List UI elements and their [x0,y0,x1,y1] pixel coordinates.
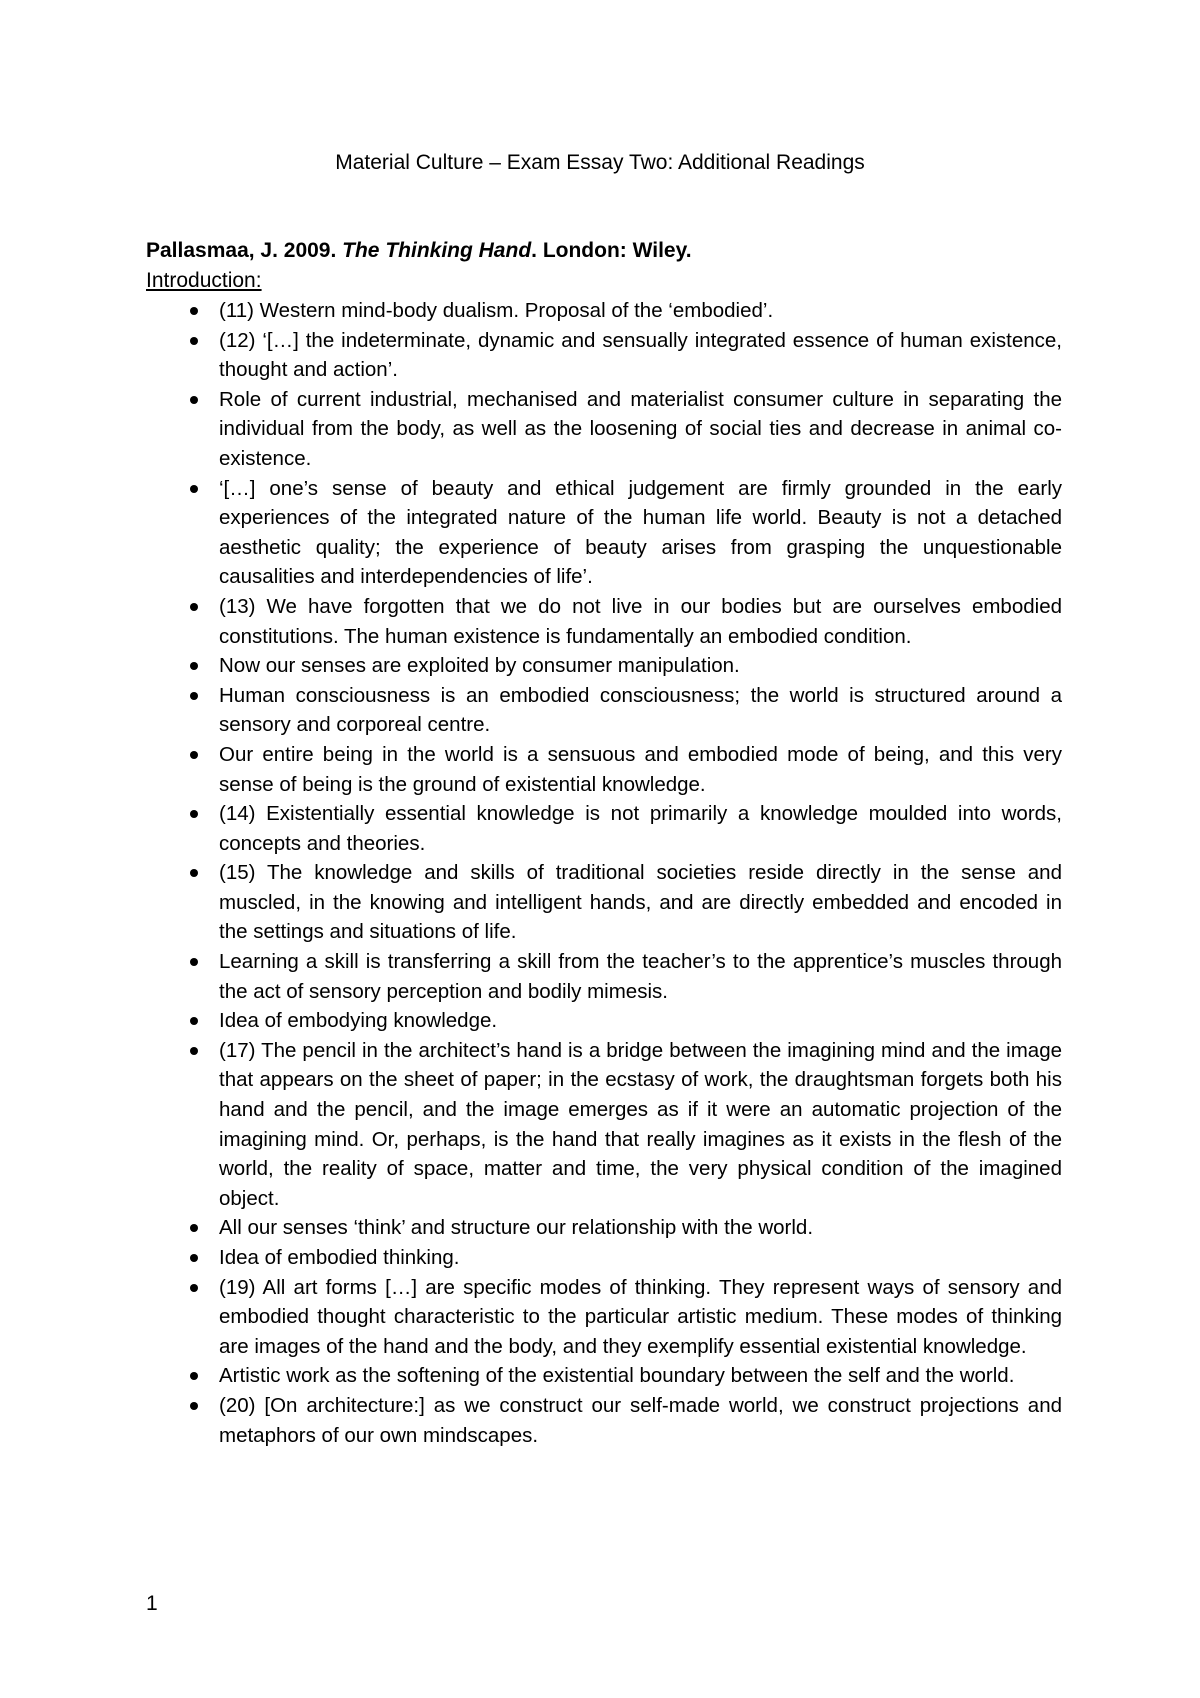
bullet-text: Learning a skill is transferring a skill from the teacher’s to the apprentice’s muscles through the act of sensory perception and bodily mimesis. [219,950,1062,1003]
bullet-text: (20) [On architecture:] as we construct our self-made world, we construct projections and metaphors of our own mindscapes. [219,1393,1062,1447]
bullet-icon [190,869,198,877]
bullet-item [146,651,1062,681]
bullet-icon [190,307,198,315]
bullet-item [146,592,1062,651]
bullet-text: Role of current industrial, mechanised and materialist consumer culture in separating the individual from the body, as well as the loosening of social ties and decrease in animal co-existence. [219,387,1062,470]
bullet-text: Artistic work as the softening of the existential boundary between the self and the world. [219,1364,1015,1388]
bullet-icon [190,662,198,670]
bullet-item [146,1006,1062,1036]
bullet-list [146,296,1062,1450]
bullet-icon [190,1284,198,1292]
bullet-icon [190,603,198,611]
bullet-icon [190,485,198,493]
reference-book-title: The Thinking Hand [342,239,532,262]
bullet-text: Now our senses are exploited by consumer manipulation. [219,654,740,678]
bullet-item [146,385,1062,474]
bullet-text: Idea of embodying knowledge. [219,1009,498,1033]
bullet-item [146,326,1062,385]
bullet-icon [190,1047,198,1055]
bullet-text: (15) The knowledge and skills of traditional societies reside directly in the sense and muscled, in the knowing and intelligent hands, and are directly embedded and encoded in the settings and situations of life. [219,861,1062,944]
bullet-text: (11) Western mind-body dualism. Proposal of the ‘embodied’. [219,299,774,322]
bullet-icon [190,1254,198,1262]
bullet-item [146,1391,1062,1450]
bullet-icon [190,396,198,404]
bullet-item [146,1361,1062,1391]
document-title: Material Culture – Exam Essay Two: Additional Readings [335,151,865,174]
bullet-text: (17) The pencil in the architect’s hand is a bridge between the imagining mind and the image that appears on the sheet of paper; in the ecstasy of work, the draughtsman forgets both his hand and the pencil, and the image emerges as if it were an automatic projection of the imagining mind. Or, perhaps, is the hand that really imagines as it exists in the flesh of the world, the reality of space, matter and time, the very physical condition of the imagined object. [219,1038,1062,1210]
bullet-text: Idea of embodied thinking. [219,1246,460,1269]
bullet-text: (14) Existentially essential knowledge is not primarily a knowledge moulded into words, concepts and theories. [219,802,1062,855]
bullet-item [146,1243,1062,1273]
bullet-text: (12) ‘[…] the indeterminate, dynamic and sensually integrated essence of human existence, thought and action’. [219,328,1062,382]
bullet-item [146,799,1062,858]
bullet-text: All our senses ‘think’ and structure our relationship with the world. [219,1216,814,1240]
section-heading: Introduction: [146,269,262,292]
bullet-text: Human consciousness is an embodied consciousness; the world is structured around a sensory and corporeal centre. [219,683,1062,737]
bullet-text: ‘[…] one’s sense of beauty and ethical judgement are firmly grounded in the early experiences of the integrated nature of the human life world. Beauty is not a detached aesthetic quality; the experience of beauty arises from grasping the unquestionable causalities and interdependencies of life’. [219,476,1062,589]
bullet-icon [190,1372,198,1380]
bullet-item [146,1036,1062,1214]
bullet-text: Our entire being in the world is a sensuous and embodied mode of being, and this very sense of being is the ground of existential knowledge. [219,742,1062,796]
bullet-item [146,1273,1062,1362]
bullet-icon [190,1017,198,1025]
bullet-icon [190,958,198,966]
bullet-item [146,858,1062,947]
bullet-item [146,296,1062,326]
bullet-text: (19) All art forms […] are specific modes of thinking. They represent ways of sensory and embodied thought characteristic to the particular artistic medium. These modes of thinking are images of the hand and the body, and they exemplify essential existential knowledge. [219,1275,1062,1358]
reference-author-year: Pallasmaa, J. 2009. [146,239,343,262]
bullet-icon [190,751,198,759]
bullet-icon [190,692,198,700]
bullet-text: (13) We have forgotten that we do not live in our bodies but are ourselves embodied constitutions. The human existence is fundamentally an embodied condition. [219,594,1062,648]
bullet-icon [190,337,198,345]
bullet-icon [190,1402,198,1410]
bullet-item [146,740,1062,799]
bullet-item [146,474,1062,592]
page-number: 1 [146,1592,158,1615]
bullet-icon [190,1224,198,1232]
bullet-icon [190,810,198,818]
reference-publisher: . London: Wiley. [531,239,692,262]
bibliographic-reference [146,236,692,266]
bullet-item [146,947,1062,1006]
bullet-item [146,1213,1062,1243]
bullet-item [146,681,1062,740]
